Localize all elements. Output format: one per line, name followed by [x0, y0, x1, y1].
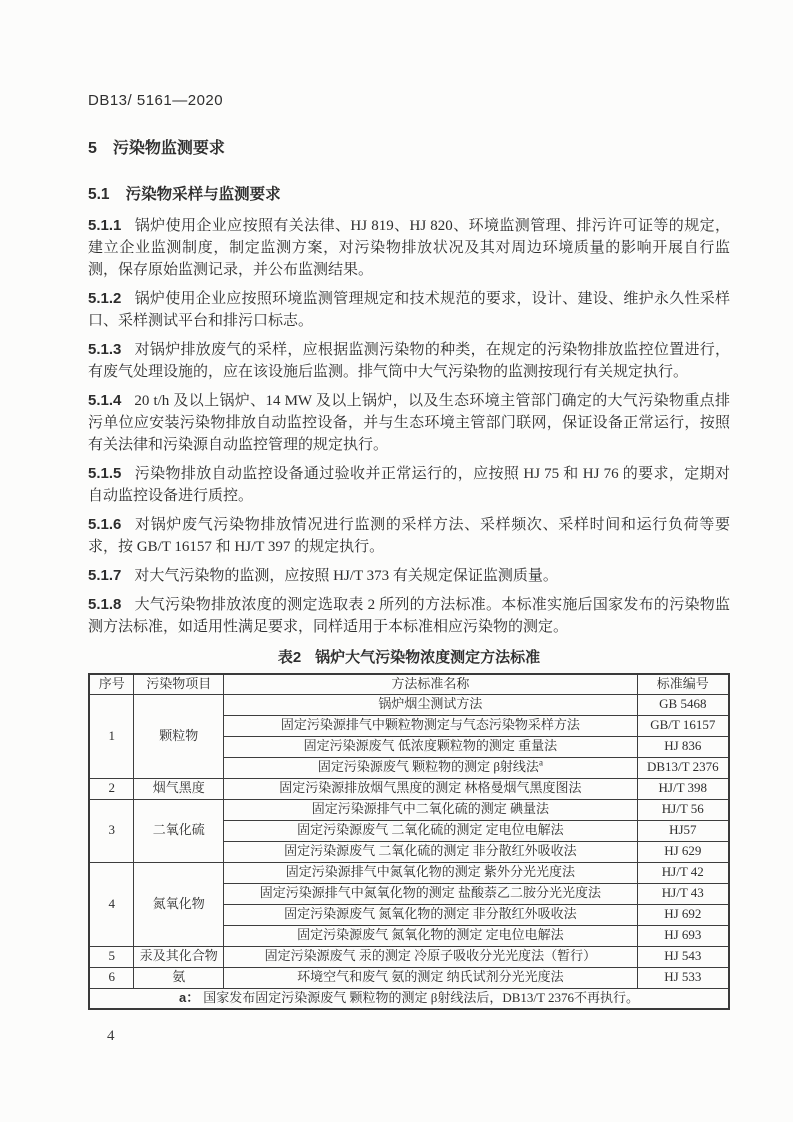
- cell-code: HJ/T 43: [637, 883, 729, 904]
- cell-method: 固定污染源废气 氮氧化物的测定 定电位电解法: [224, 925, 638, 946]
- clause-number: 5.1.3: [88, 341, 122, 358]
- clause-text: 锅炉使用企业应按照有关法律、HJ 819、HJ 820、环境监测管理、排污许可证等的规定，建立企业监测制度，制定监测方案，对污染物排放状况及其对周边环境质量的影响开展自行监测，保存原始监测记录，并公布监测结果。: [88, 218, 730, 278]
- clause-text: 锅炉使用企业应按照环境监测管理规定和技术规范的要求，设计、建设、维护永久性采样口、采样测试平台和排污口标志。: [88, 291, 730, 329]
- clause-number: 5.1.5: [88, 465, 122, 482]
- clause-number: 5.1.1: [88, 217, 122, 234]
- cell-method: 固定污染源排气中颗粒物测定与气态污染物采样方法: [224, 715, 638, 736]
- section-number: 5: [88, 140, 97, 157]
- clause-number: 5.1.2: [88, 290, 122, 307]
- subsection-number: 5.1: [88, 186, 110, 203]
- table-row: [89, 862, 729, 883]
- cell-code: DB13/T 2376: [637, 757, 729, 778]
- clause-paragraph: [88, 463, 730, 507]
- clause-paragraph: [88, 594, 730, 638]
- section-heading: [88, 135, 730, 158]
- table-row: [89, 799, 729, 820]
- table-footnote-row: [89, 988, 729, 1009]
- cell-method: 固定污染源废气 汞的测定 冷原子吸收分光光度法（暂行）: [224, 946, 638, 967]
- cell-pollutant: 颗粒物: [134, 694, 224, 778]
- clause-text: 对大气污染物的监测，应按照 HJ/T 373 有关规定保证监测质量。: [134, 568, 558, 584]
- page-number: 4: [107, 1028, 115, 1044]
- clause-text: 大气污染物排放浓度的测定选取表 2 所列的方法标准。本标准实施后国家发布的污染物监测方法标准，如适用性满足要求，同样适用于本标准相应污染物的测定。: [88, 597, 730, 635]
- cell-code: HJ 836: [637, 736, 729, 757]
- cell-method: 固定污染源排气中二氧化硫的测定 碘量法: [224, 799, 638, 820]
- cell-method: 固定污染源废气 低浓度颗粒物的测定 重量法: [224, 736, 638, 757]
- table-header-row: [89, 674, 729, 694]
- subsection-heading: [88, 182, 730, 204]
- cell-method: 固定污染源废气 二氧化硫的测定 非分散红外吸收法: [224, 841, 638, 862]
- col-header-code: 标准编号: [637, 674, 729, 694]
- cell-method: 固定污染源废气 颗粒物的测定 β射线法$^a$: [224, 757, 638, 778]
- cell-seq: 4: [89, 862, 134, 946]
- clause-number: 5.1.7: [88, 567, 122, 584]
- col-header-pollutant: 污染物项目: [134, 674, 224, 694]
- clause-text: 对锅炉排放废气的采样，应根据监测污染物的种类，在规定的污染物排放监控位置进行，有废气处理设施的，应在该设施后监测。排气筒中大气污染物的监测按现行有关规定执行。: [88, 342, 730, 380]
- clause-paragraph: [88, 215, 730, 281]
- cell-code: HJ/T 56: [637, 799, 729, 820]
- table-caption-text: 锅炉大气污染物浓度测定方法标准: [315, 649, 541, 666]
- cell-seq: 5: [89, 946, 134, 967]
- cell-method: 固定污染源废气 二氧化硫的测定 定电位电解法: [224, 820, 638, 841]
- cell-pollutant: 烟气黑度: [134, 778, 224, 799]
- cell-seq: 1: [89, 694, 134, 778]
- cell-pollutant: 氮氧化物: [134, 862, 224, 946]
- cell-code: HJ 692: [637, 904, 729, 925]
- table-footnote: [89, 988, 729, 1009]
- clause-number: 5.1.6: [88, 516, 122, 533]
- cell-code: HJ 693: [637, 925, 729, 946]
- footnote-label: a：: [179, 990, 200, 1006]
- cell-method: 环境空气和废气 氨的测定 纳氏试剂分光光度法: [224, 967, 638, 988]
- clause-text: 污染物排放自动监控设备通过验收并正常运行的，应按照 HJ 75 和 HJ 76 的要求，定期对自动监控设备进行质控。: [88, 466, 730, 504]
- cell-code: GB 5468: [637, 694, 729, 715]
- cell-method: 固定污染源排气中氮氧化物的测定 盐酸萘乙二胺分光光度法: [224, 883, 638, 904]
- cell-method: 锅炉烟尘测试方法: [224, 694, 638, 715]
- table-row: [89, 778, 729, 799]
- subsection-title: 污染物采样与监测要求: [125, 186, 281, 203]
- footnote-text: 国家发布固定污染源废气 颗粒物的测定 β射线法后，DB13/T 2376不再执行。: [203, 990, 639, 1006]
- clause-text: 对锅炉废气污染物排放情况进行监测的采样方法、采样频次、采样时间和运行负荷等要求，按 GB/T 16157 和 HJ/T 397 的规定执行。: [88, 517, 730, 555]
- methods-table: [88, 673, 730, 1010]
- col-header-method: 方法标准名称: [224, 674, 638, 694]
- table-caption-label: 表2: [277, 649, 302, 666]
- cell-method: 固定污染源排气中氮氧化物的测定 紫外分光光度法: [224, 862, 638, 883]
- table-caption: [88, 646, 730, 667]
- clause-paragraph: [88, 288, 730, 332]
- cell-method: 固定污染源废气 氮氧化物的测定 非分散红外吸收法: [224, 904, 638, 925]
- cell-pollutant: 氨: [134, 967, 224, 988]
- section-title: 污染物监测要求: [112, 140, 225, 157]
- clause-paragraph: [88, 565, 730, 587]
- footnote-marker: a: [538, 758, 543, 769]
- table-row: [89, 694, 729, 715]
- cell-seq: 2: [89, 778, 134, 799]
- cell-code: HJ 543: [637, 946, 729, 967]
- clause-number: 5.1.8: [88, 596, 122, 613]
- clause-paragraph: [88, 390, 730, 456]
- page-content: [88, 92, 730, 1010]
- col-header-seq: 序号: [89, 674, 134, 694]
- clause-paragraph: [88, 339, 730, 383]
- cell-code: HJ 533: [637, 967, 729, 988]
- cell-code: HJ57: [637, 820, 729, 841]
- cell-pollutant: 汞及其化合物: [134, 946, 224, 967]
- clause-text: 20 t/h 及以上锅炉、14 MW 及以上锅炉，以及生态环境主管部门确定的大气污染物重点排污单位应安装污染物排放自动监控设备，并与生态环境主管部门联网，保证设备正常运行，按照有关法律和污染源自动监控管理的规定执行。: [88, 393, 730, 453]
- cell-code: HJ/T 42: [637, 862, 729, 883]
- table-row: [89, 946, 729, 967]
- standard-number-header: DB13/ 5161—2020: [88, 92, 224, 109]
- cell-pollutant: 二氧化硫: [134, 799, 224, 862]
- table-row: [89, 967, 729, 988]
- cell-seq: 6: [89, 967, 134, 988]
- cell-code: GB/T 16157: [637, 715, 729, 736]
- clause-number: 5.1.4: [88, 392, 122, 409]
- cell-code: HJ 629: [637, 841, 729, 862]
- clause-paragraph: [88, 514, 730, 558]
- cell-method: 固定污染源排放烟气黑度的测定 林格曼烟气黑度图法: [224, 778, 638, 799]
- cell-seq: 3: [89, 799, 134, 862]
- cell-code: HJ/T 398: [637, 778, 729, 799]
